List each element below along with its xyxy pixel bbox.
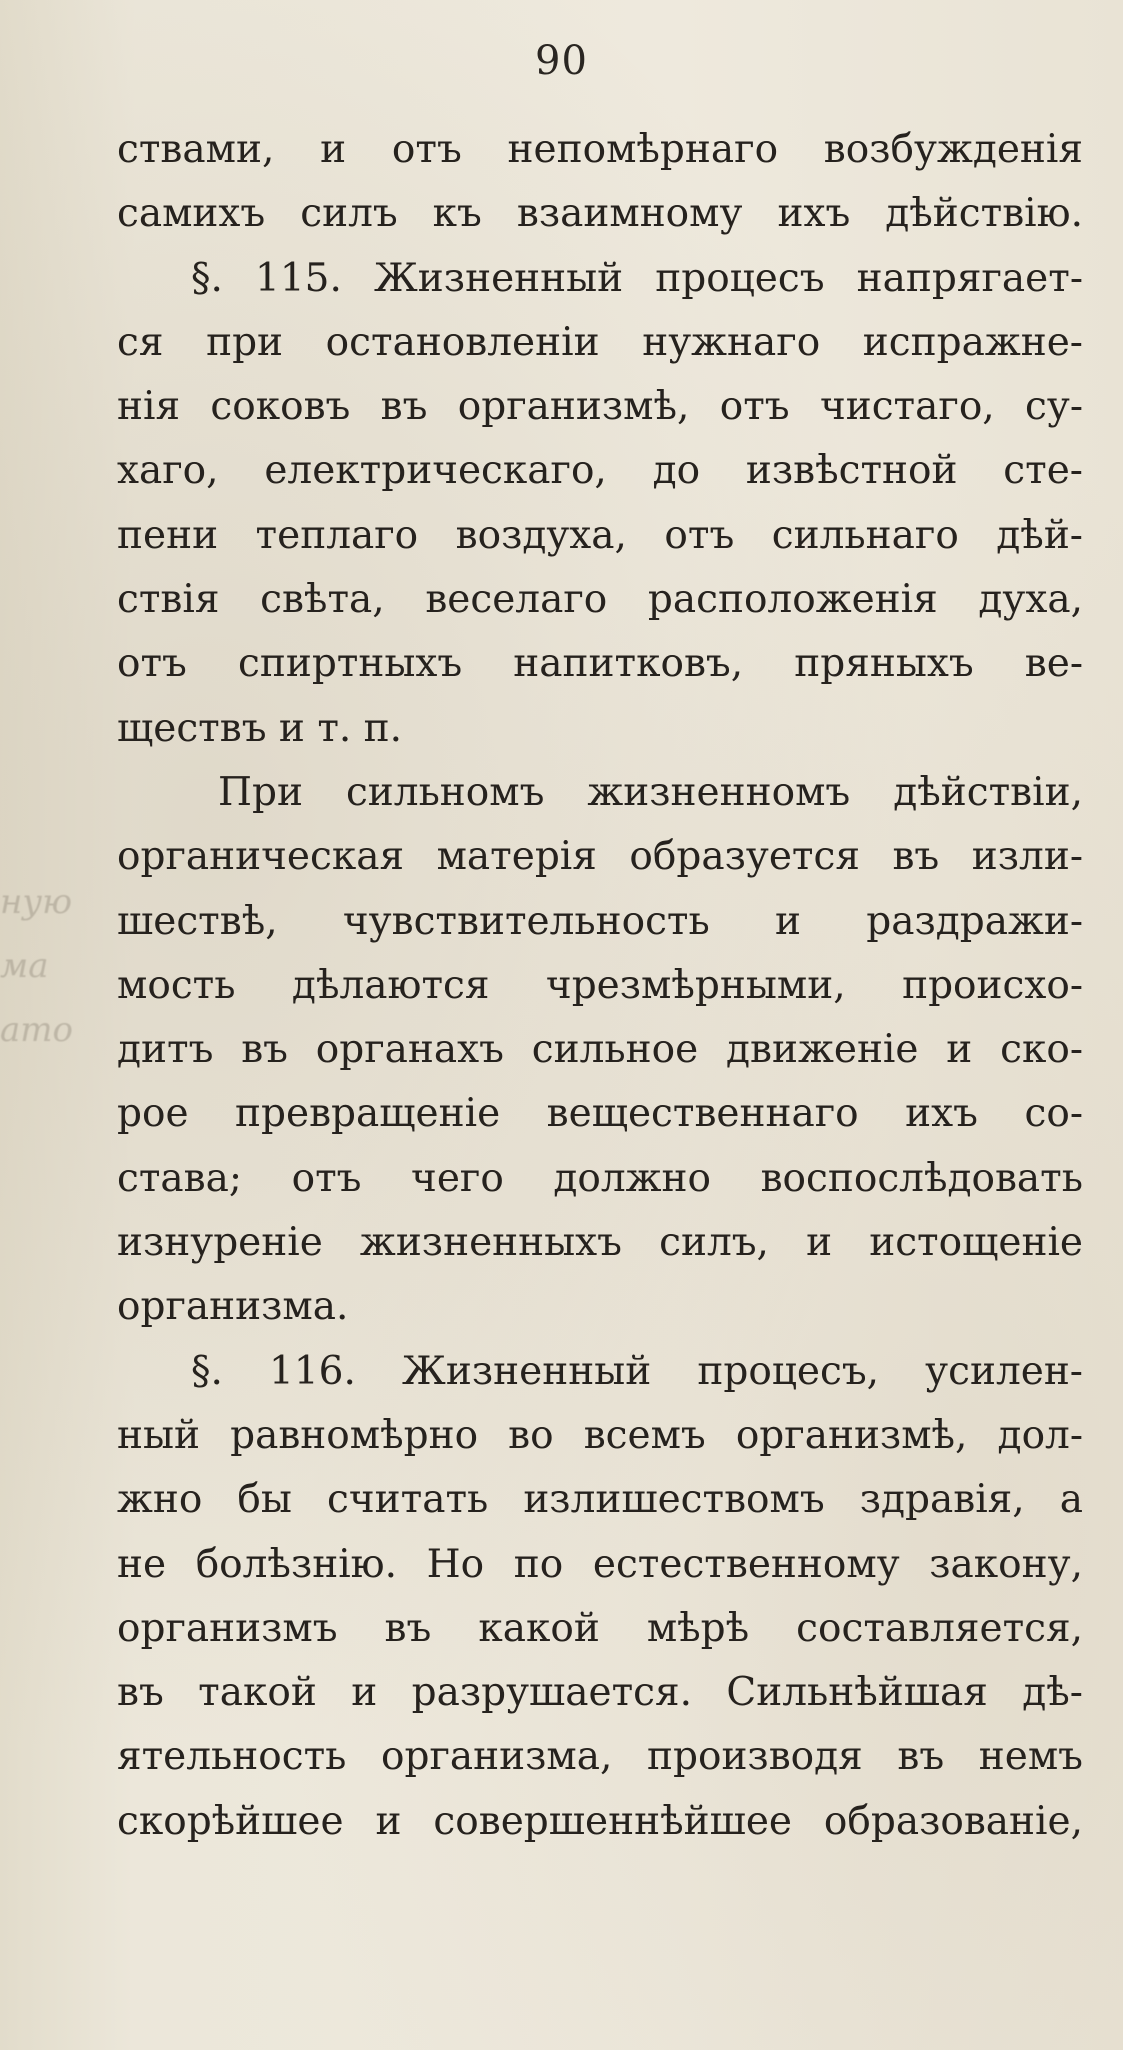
text-line: органическая матерія образуется въ изли- bbox=[117, 834, 1083, 880]
text-line: ществъ и т. п. bbox=[117, 705, 403, 751]
text-line: ятельность организма, производя въ немъ bbox=[117, 1734, 1083, 1780]
text-line: въ такой и разрушается. Сильнѣйшая дѣ- bbox=[117, 1670, 1083, 1716]
margin-bleed-through bbox=[0, 870, 120, 1110]
page-number: 90 bbox=[535, 38, 588, 84]
text-line: дитъ въ органахъ сильное движеніе и ско- bbox=[117, 1027, 1083, 1073]
body-text bbox=[117, 118, 1083, 1854]
text-line: жно бы считать излишествомъ здравія, а bbox=[117, 1477, 1083, 1523]
text-line: изнуреніе жизненныхъ силъ, и истощеніе bbox=[117, 1220, 1083, 1266]
text-line: ствія свѣта, веселаго расположенія духа, bbox=[117, 577, 1083, 623]
text-line: При сильномъ жизненномъ дѣйствіи, bbox=[218, 769, 1083, 815]
text-line: организмъ въ какой мѣрѣ составляется, bbox=[117, 1605, 1083, 1651]
text-line: организма. bbox=[117, 1284, 349, 1330]
text-line: §. 115. Жизненный процесъ напрягает- bbox=[191, 255, 1083, 301]
text-line: хаго, електрическаго, до извѣстной сте- bbox=[117, 448, 1083, 494]
bleed-text: ато bbox=[0, 1010, 73, 1050]
text-line: ся при остановленіи нужнаго испражне- bbox=[117, 319, 1083, 365]
text-line: пени теплаго воздуха, отъ сильнаго дѣй- bbox=[117, 512, 1083, 558]
bleed-text: ма bbox=[0, 946, 49, 986]
text-line: §. 116. Жизненный процесъ, усилен- bbox=[191, 1348, 1083, 1394]
text-line: самихъ силъ къ взаимному ихъ дѣйствію. bbox=[117, 191, 1083, 237]
text-line: рое превращеніе вещественнаго ихъ со- bbox=[117, 1091, 1083, 1137]
text-line: мость дѣлаются чрезмѣрными, происхо- bbox=[117, 962, 1083, 1008]
text-line: става; отъ чего должно воспослѣдовать bbox=[117, 1155, 1083, 1201]
bleed-text: ную bbox=[0, 882, 73, 922]
text-line: отъ спиртныхъ напитковъ, пряныхъ ве- bbox=[117, 641, 1083, 687]
text-line: скорѣйшее и совершеннѣйшее образованіе, bbox=[117, 1798, 1083, 1844]
text-line: ный равномѣрно во всемъ организмѣ, дол- bbox=[117, 1412, 1083, 1458]
text-line: нія соковъ въ организмѣ, отъ чистаго, су- bbox=[117, 384, 1083, 430]
text-line: не болѣзнію. Но по естественному закону, bbox=[117, 1541, 1083, 1587]
text-line: ствами, и отъ непомѣрнаго возбужденія bbox=[117, 127, 1083, 172]
text-line: шествѣ, чувствительность и раздражи- bbox=[117, 898, 1083, 944]
